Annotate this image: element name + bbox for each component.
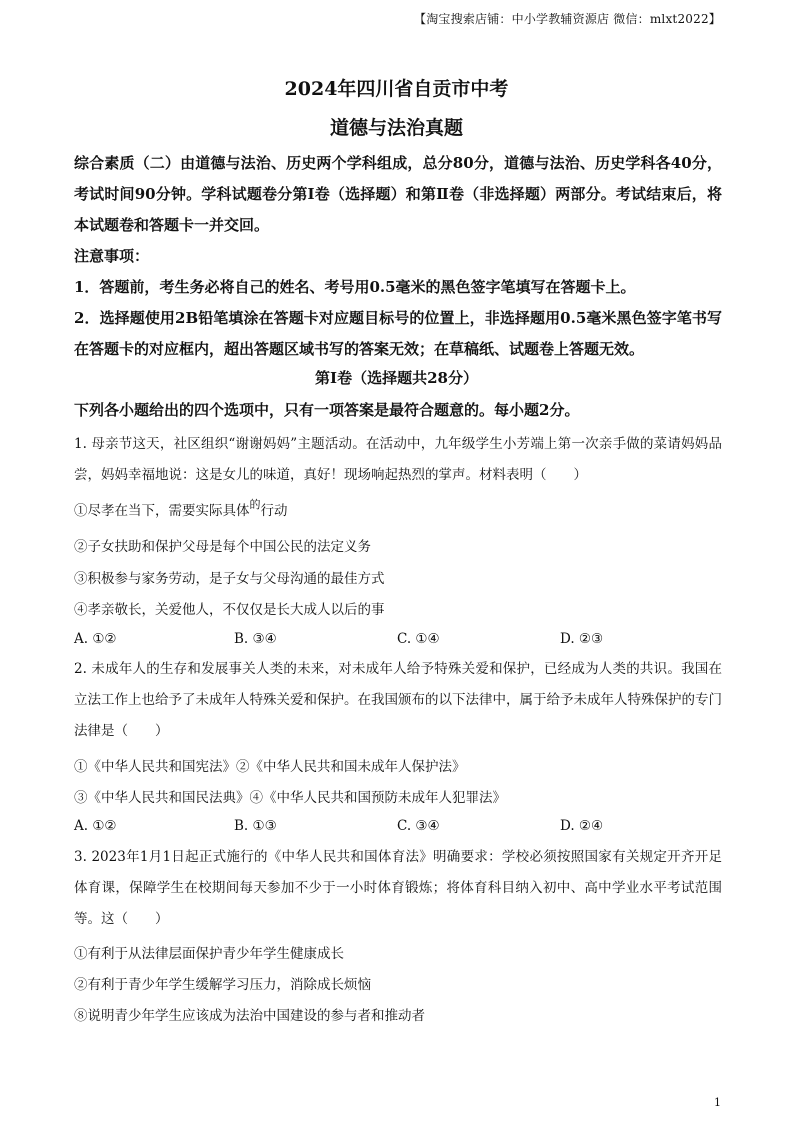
question-1-option-1: ①尽孝在当下，需要实际具体$^的$行动 (74, 498, 288, 519)
shop-note: 【淘宝搜索店铺：中小学教辅资源店 微信：mlxt2022】 (414, 12, 721, 26)
section-title: 第Ⅰ卷（选择题共28分） (315, 369, 478, 387)
intro-paragraph: 综合素质（二）由道德与法治、历史两个学科组成，总分80分，道德与法治、历史学科各40分，考试时间90分钟。学科试题卷分第Ⅰ卷（选择题）和第Ⅱ卷（非选择题）两部分。考试结束后，将本试题卷和答题卡一并交回。 (74, 154, 722, 234)
notes-heading: 注意事项： (74, 247, 150, 265)
note-item: 1．答题前，考生务必将自己的姓名、考号用0.5毫米的黑色签字笔填写在答题卡上。 (74, 278, 636, 296)
question-3-option-3: ⑧说明青少年学生应该成为法治中国建设的参与者和推动者 (74, 1008, 425, 1024)
question-2-stem: 2. 未成年人的生存和发展事关人类的未来，对未成年人给予特殊关爱和保护，已经成为人类的共识。我国在立法工作上也给予了未成年人特殊关爱和保护。在我国颁布的以下法律中，属于给予未成年人特殊保护的专门法律是（ ） (74, 661, 722, 739)
choice-c: C. ①④ (397, 631, 440, 647)
choice-c: C. ③④ (397, 818, 440, 834)
page-number: 1 (714, 1096, 721, 1109)
question-1-option-3: ③积极参与家务劳动，是子女与父母沟通的最佳方式 (74, 571, 385, 587)
choice-b: B. ①③ (234, 818, 277, 834)
choice-b: B. ③④ (234, 631, 277, 647)
choice-a: A. ①② (74, 631, 117, 647)
question-2-options-1-2: ①《中华人民共和国宪法》②《中华人民共和国未成年人保护法》 (74, 759, 466, 775)
choice-d: D. ②③ (560, 631, 604, 647)
question-1-option-2: ②子女扶助和保护父母是每个中国公民的法定义务 (74, 539, 371, 555)
question-3-option-2: ②有利于青少年学生缓解学习压力，消除成长烦恼 (74, 977, 371, 993)
question-2-options-3-4: ③《中华人民共和国民法典》④《中华人民共和国预防未成年人犯罪法》 (74, 790, 506, 806)
question-1-option-4: ④孝亲敬长，关爱他人，不仅仅是长大成人以后的事 (74, 602, 385, 618)
note-item: 2．选择题使用2B铅笔填涂在答题卡对应题目标号的位置上，非选择题用0.5毫米黑色签字笔书写在答题卡的对应框内，超出答题区域书写的答案无效；在草稿纸、试题卷上答题无效。 (74, 309, 722, 358)
choice-d: D. ②④ (560, 818, 604, 834)
exam-title: 2024年四川省自贡市中考 (284, 78, 509, 100)
question-3-option-1: ①有利于从法律层面保护青少年学生健康成长 (74, 946, 344, 962)
exam-subtitle: 道德与法治真题 (329, 117, 463, 139)
notes-list (74, 272, 722, 365)
choice-a: A. ①② (74, 818, 117, 834)
question-3-stem: 3. 2023年1月1日起正式施行的《中华人民共和国体育法》明确要求：学校必须按照国家有关规定开齐开足体育课，保障学生在校期间每天参加不少于一小时体育锻炼；将体育科目纳入初中、高中学业水平考试范围等。这（ ） (74, 849, 722, 927)
question-1-stem: 1. 母亲节这天，社区组织“谢谢妈妈”主题活动。在活动中，九年级学生小芳端上第一次亲手做的菜请妈妈品尝，妈妈幸福地说：这是女儿的味道，真好！现场响起热烈的掌声。材料表明（ ） (74, 436, 722, 483)
section-instruction: 下列各小题给出的四个选项中，只有一项答案是最符合题意的。每小题2分。 (74, 401, 580, 419)
superscript-char: 的 (249, 498, 261, 511)
